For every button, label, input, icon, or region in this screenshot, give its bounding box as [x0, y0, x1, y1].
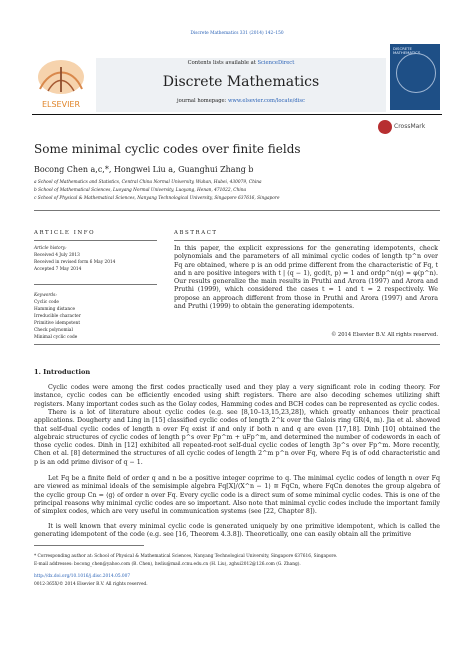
history-received: Received 4 July 2013 [34, 253, 80, 258]
intro-paragraph: It is well known that every minimal cyclic code is generated uniquely by one primitive idempotent, which is called the generating idempotent of the code (e.g. see [16, Theorem 4.3.8]). Theoretically, one can easily obtain all the primitive [34, 523, 440, 539]
introduction-heading: 1. Introduction [34, 368, 91, 376]
elsevier-logo [32, 58, 90, 102]
history-label: Article history: [34, 246, 67, 251]
homepage-line [96, 98, 386, 105]
crossmark-label: CrossMark [394, 123, 426, 130]
keyword-item: Irreducible character [34, 314, 81, 319]
abstract-copyright: © 2014 Elsevier B.V. All rights reserved. [331, 332, 438, 338]
journal-citation: Discrete Mathematics 331 (2014) 142–150 [190, 31, 284, 36]
abstract-heading-divider [174, 240, 440, 241]
keyword-item: Check polynomial [34, 328, 73, 333]
keyword-item: Minimal cyclic code [34, 335, 78, 340]
homepage-prefix: journal homepage: [177, 98, 228, 104]
email-addresses: E-mail addresses: bocong_chen@yahoo.com (B. Chen), hwliu@mail.ccnu.edu.cn (H. Liu), zghui2012@126.com (G. Zhang). [34, 562, 301, 567]
keyword-item: Cyclic code [34, 300, 59, 305]
contents-line [96, 60, 386, 67]
cover-emblem [396, 53, 436, 93]
corresponding-author-note: * Corresponding author at: School of Physical & Mathematical Sciences, Nanyang Technological University, Singapore 637616, Singapore. [34, 554, 338, 559]
keyword-item: Hamming distance [34, 307, 76, 312]
intro-paragraph: There is a lot of literature about cyclic codes (e.g. see [8,10–13,15,23,28]), which greatly enhances their practical applications. Dougherty and Ling in [15] classified cyclic codes of length 2^k over the Galois ring GR(4, m). Jia et al. showed that self-dual cyclic codes of length n over Fq exist if and only if both n and q are even [17,18]. Dinh [10] obtained the algebraic structures of cyclic codes of length p^s over Fp^m + uFp^m, and determined the number of codewords in each of those cyclic codes. Dinh in [12] exhibited all repeated-root self-dual cyclic codes of length 3p^s over Fp^m. More recently, Chen et al. [8] determined the structures of all cyclic codes of length 2^m p^n over Fq, where Fq is of odd characteristic and p is an odd prime divisor of q − 1. [34, 409, 440, 466]
article-info-heading: ARTICLE INFO [34, 230, 96, 236]
keyword-item: Primitive idempotent [34, 321, 81, 326]
journal-title: Discrete Mathematics [162, 74, 320, 90]
issn-copyright: 0012-365X/© 2014 Elsevier B.V. All rights reserved. [34, 582, 148, 587]
contents-prefix: Contents lists available at [187, 60, 258, 66]
info-heading-divider [34, 240, 157, 241]
journal-cover-thumbnail [390, 44, 440, 110]
header-divider [32, 114, 442, 115]
abstract-heading: ABSTRACT [174, 230, 218, 236]
intro-paragraph: Let Fq be a finite field of order q and n be a positive integer coprime to q. The minimal cyclic codes of length n over Fq are viewed as minimal ideals of the semisimple algebra Fq[X]/⟨X^n − 1⟩ ≅ FqCn, where FqCn denotes the group algebra of the cyclic group Cn = ⟨g⟩ of order n over Fq. Every cyclic code is a direct sum of some minimal cyclic codes. This is one of the principal reasons why minimal cyclic codes are so important. Also note that minimal cyclic codes include the important family of simplex codes, which are very useful in communication systems (see [22, Chapter 8]). [34, 475, 440, 516]
keywords-divider [34, 284, 157, 285]
crossmark-icon [378, 120, 392, 134]
keywords-label: Keywords: [34, 293, 57, 298]
journal-homepage-link[interactable]: www.elsevier.com/locate/disc [227, 98, 305, 104]
footnote-separator [34, 545, 144, 546]
abstract-text: In this paper, the explicit expressions for the generating idempotents, check polynomials and the parameters of all minimal cyclic codes of length tp^n over Fq are obtained, where p is an odd prime different from the characteristic of Fq, t and n are positive integers with t | (q − 1), gcd(t, p) = 1 and ordp^n(q) = φ(p^n). Our results generalize the main results in Pruthi and Arora (1997) and Arora and Pruthi (1999), which considered the cases t = 1 and t = 2 respectively. We propose an approach different from those in Pruthi and Arora (1997) and Arora and Pruthi (1999) to obtain the generating idempotents. [174, 245, 438, 311]
history-revised: Received in revised form 6 May 2014 [34, 260, 116, 265]
crossmark-badge-link[interactable] [378, 120, 434, 136]
affiliation-b: b School of Mathematical Sciences, Luoyang Normal University, Luoyang, Henan, 471022, China [34, 188, 247, 193]
intro-paragraph: Cyclic codes were among the first codes practically used and they play a very significant role in coding theory. For instance, cyclic codes can be efficiently encoded using shift registers. There are also decoding schemes utilizing shift registers. Many important codes such as the Golay codes, Hamming codes and BCH codes can be represented as cyclic codes. [34, 384, 440, 408]
affiliation-c: c School of Physical & Mathematical Sciences, Nanyang Technological University, Singapore 637616, Singapore [34, 196, 280, 201]
abstract-divider [34, 344, 440, 345]
cover-title: DISCRETE MATHEMATICS [393, 46, 421, 55]
doi-link[interactable]: http://dx.doi.org/10.1016/j.disc.2014.05.007 [34, 574, 131, 579]
affiliation-a: a School of Mathematics and Statistics, Central China Normal University, Wuhan, Hubei, 430079, China [34, 180, 262, 185]
article-title: Some minimal cyclic codes over finite fields [34, 142, 301, 156]
history-accepted: Accepted 7 May 2014 [34, 267, 82, 272]
sciencedirect-link[interactable]: ScienceDirect [257, 60, 295, 66]
publisher-name: ELSEVIER [41, 100, 81, 109]
article-info-divider [34, 210, 440, 211]
authors-line: Bocong Chen a,c,*, Hongwei Liu a, Guanghui Zhang b [34, 165, 254, 174]
